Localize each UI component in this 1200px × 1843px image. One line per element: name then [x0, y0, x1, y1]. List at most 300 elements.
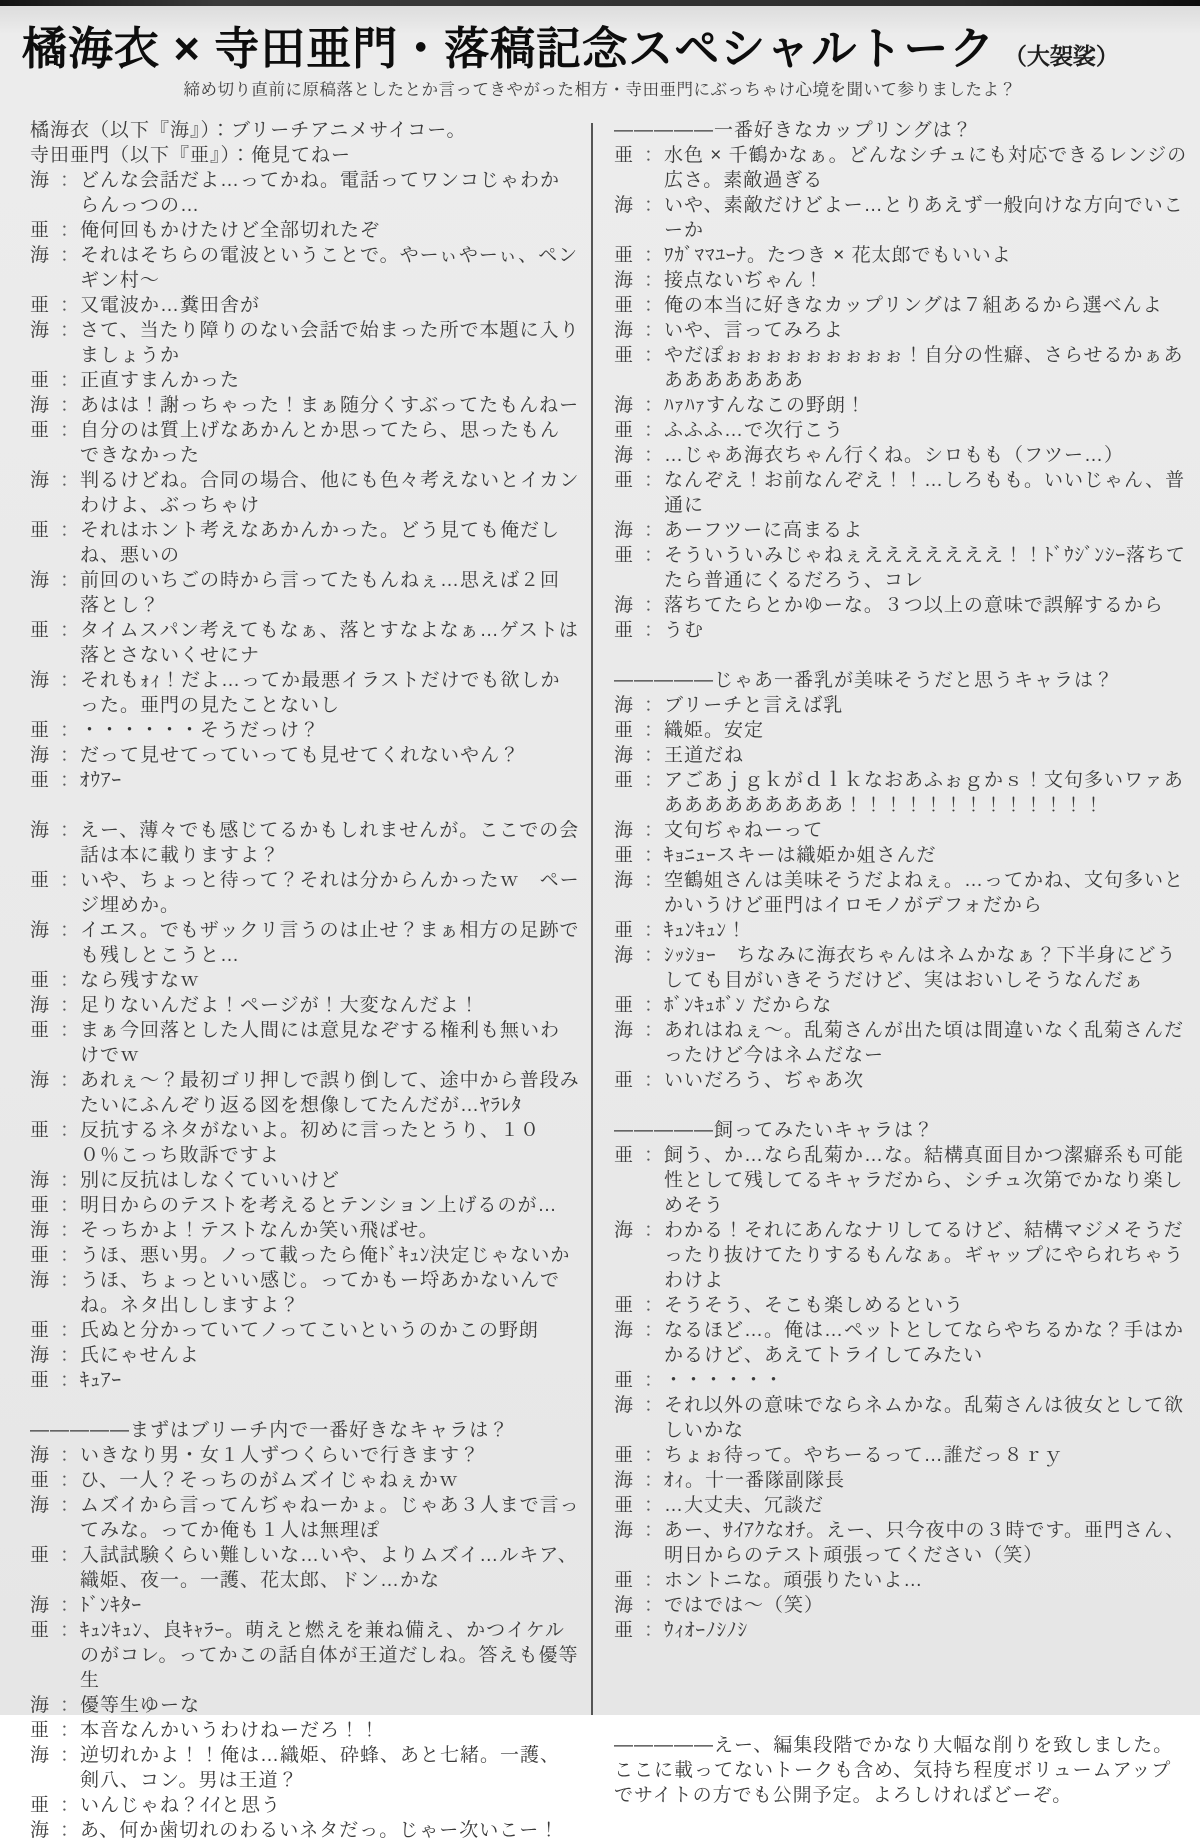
colon-separator: ：: [60, 870, 81, 891]
speaker-label: 亜: [614, 995, 635, 1016]
speaker-label: 海: [30, 1595, 51, 1616]
dialogue-text: ホントニな。頑張りたいよ…: [664, 1570, 924, 1591]
speaker-label: 海: [614, 1595, 635, 1616]
section-gap: [614, 1093, 1188, 1118]
speaker-label: 亜: [30, 295, 51, 316]
colon-separator: ：: [60, 395, 81, 416]
speaker-label: 亜: [614, 145, 635, 166]
colon-separator: ：: [644, 520, 665, 541]
question-text: ―――――じゃあ一番乳が美味そうだと思うキャラは？: [614, 670, 1115, 691]
speaker-label: 亜: [30, 870, 51, 891]
colon-separator: ：: [60, 1820, 81, 1841]
speaker-label: 海: [614, 820, 635, 841]
left-column: [30, 118, 580, 1843]
dialogue-line: [614, 1493, 1188, 1518]
section-gap: [30, 793, 580, 818]
colon-separator: ：: [60, 745, 81, 766]
dialogue-text: 正直すまんかった: [80, 370, 241, 391]
dialogue-line: [30, 968, 580, 993]
dialogue-text: ｷｮﾆｭｰスキーは織姫か姐さんだ: [664, 845, 937, 866]
dialogue-text: そっちかよ！テストなんか笑い飛ばせ。: [80, 1220, 439, 1241]
dialogue-text: 明日からのテストを考えるとテンション上げるのが…: [80, 1195, 558, 1216]
speaker-label: 亜: [614, 770, 635, 791]
dialogue-text: それもｫｨ！だよ…ってか最悪イラストだけでも欲しかった。亜門の見たことないし: [80, 670, 561, 716]
dialogue-line: [30, 1618, 580, 1693]
speaker-label: 亜: [614, 345, 635, 366]
speaker-label: 海: [614, 195, 635, 216]
dialogue-text: 自分のは質上げなあかんとか思ってたら、思ったもんできなかった: [80, 420, 561, 466]
dialogue-line: [30, 1318, 580, 1343]
speaker-label: 海: [614, 395, 635, 416]
speaker-label: 亜: [614, 620, 635, 641]
dialogue-line: [30, 868, 580, 918]
speaker-label: 亜: [30, 1195, 51, 1216]
colon-separator: ：: [644, 595, 665, 616]
dialogue-text: いいだろう、ぢゃあ次: [664, 1070, 865, 1091]
speaker-label: 亜: [614, 1620, 635, 1641]
speaker-label: 海: [614, 1220, 635, 1241]
dialogue-line: [30, 1468, 580, 1493]
dialogue-line: [614, 1068, 1188, 1093]
intro-line: [30, 143, 580, 168]
dialogue-text: 落ちてたらとかゆーな。３つ以上の意味で誤解するから: [664, 595, 1164, 616]
dialogue-text: ふふふ…で次行こう: [664, 420, 845, 441]
dialogue-text: 優等生ゆーな: [80, 1695, 201, 1716]
speaker-label: 亜: [30, 720, 51, 741]
colon-separator: ：: [60, 245, 81, 266]
speaker-label: 海: [614, 270, 635, 291]
colon-separator: ：: [60, 1170, 81, 1191]
colon-separator: ：: [60, 295, 81, 316]
dialogue-text: うむ: [664, 620, 705, 641]
dialogue-text: いや、言ってみろよ: [664, 320, 844, 341]
colon-separator: ：: [60, 320, 81, 341]
dialogue-line: [30, 318, 580, 368]
speaker-label: 亜: [30, 370, 51, 391]
dialogue-text: あーフツーに高まるよ: [664, 520, 864, 541]
dialogue-text: 判るけどね。合同の場合、他にも色々考えないとイカンわけよ、ぶっちゃけ: [80, 470, 580, 516]
colon-separator: ：: [60, 220, 81, 241]
dialogue-line: [614, 818, 1188, 843]
speaker-label: 海: [30, 995, 51, 1016]
colon-separator: ：: [644, 945, 665, 966]
colon-separator: ：: [60, 820, 81, 841]
dialogue-text: うほ、ちょっといい感じ。ってかもー埒あかないんでね。ネタ出ししますよ？: [80, 1270, 561, 1316]
dialogue-text: ちょぉ待って。やちーるって…誰だっ８ｒｙ: [664, 1445, 1064, 1466]
speaker-label: 亜: [30, 1245, 51, 1266]
section-question: [30, 1418, 580, 1443]
colon-separator: ：: [644, 295, 665, 316]
colon-separator: ：: [644, 1220, 665, 1241]
dialogue-line: [614, 843, 1188, 868]
speaker-label: 海: [30, 820, 51, 841]
dialogue-line: [614, 1218, 1188, 1293]
dialogue-text: ﾜｶﾞﾏﾏﾕｰﾅ。たつき × 花太郎でもいいよ: [664, 245, 1012, 266]
dialogue-line: [614, 1018, 1188, 1068]
speaker-label: 海: [30, 570, 51, 591]
dialogue-line: [614, 1393, 1188, 1443]
colon-separator: ：: [644, 1445, 665, 1466]
dialogue-line: [30, 393, 580, 418]
section-gap: [30, 1393, 580, 1418]
dialogue-line: [614, 918, 1188, 943]
dialogue-line: [614, 318, 1188, 343]
colon-separator: ：: [60, 1270, 81, 1291]
dialogue-line: [30, 1218, 580, 1243]
section-gap: [614, 1643, 1188, 1733]
dialogue-line: [614, 1443, 1188, 1468]
colon-separator: ：: [60, 1120, 81, 1141]
speaker-label: 海: [614, 520, 635, 541]
speaker-label: 海: [614, 745, 635, 766]
dialogue-line: [614, 718, 1188, 743]
colon-separator: ：: [644, 720, 665, 741]
colon-separator: ：: [644, 1070, 665, 1091]
dialogue-line: [614, 1143, 1188, 1218]
dialogue-text: ｷｭﾝｷｭﾝ！: [664, 920, 748, 941]
dialogue-text: あれはねぇ～。乱菊さんが出た頃は間違いなく乱菊さんだったけど今はネムだなー: [664, 1020, 1185, 1066]
intro-text: 寺田亜門（以下『亜』）：俺見てねー: [30, 145, 352, 166]
colon-separator: ：: [60, 470, 81, 491]
colon-separator: ：: [644, 1570, 665, 1591]
section-gap: [614, 643, 1188, 668]
speaker-label: 亜: [614, 1495, 635, 1516]
colon-separator: ：: [644, 620, 665, 641]
dialogue-text: ｷｭﾝｷｭﾝ、良ｷｬﾗｰ。萌えと燃えを兼ね備え、かつイケルのがコレ。ってかこの話自体が王道だしね。答えも優等生: [80, 1620, 579, 1691]
dialogue-line: [30, 618, 580, 668]
dialogue-text: …大丈夫、冗談だ: [664, 1495, 825, 1516]
dialogue-line: [614, 143, 1188, 193]
dialogue-line: [30, 993, 580, 1018]
dialogue-text: まぁ今回落とした人間には意見なぞする権利も無いわけでｗ: [80, 1020, 561, 1066]
colon-separator: ：: [60, 1620, 81, 1641]
speaker-label: 亜: [30, 220, 51, 241]
speaker-label: 海: [614, 1470, 635, 1491]
colon-separator: ：: [644, 420, 665, 441]
dialogue-text: ムズイから言ってんぢゃねーかょ。じゃあ３人まで言ってみな。ってか俺も１人は無理ぽ: [80, 1495, 580, 1541]
question-text: ―――――まずはブリーチ内で一番好きなキャラは？: [30, 1420, 510, 1441]
dialogue-text: あ、何か歯切れのわるいネタだっ。じゃー次いこー！: [80, 1820, 560, 1841]
dialogue-text: イエス。でもザックリ言うのは止せ？まぁ相方の足跡でも残しとこうと…: [80, 920, 580, 966]
dialogue-text: 本音なんかいうわけねーだろ！！: [80, 1720, 381, 1741]
dialogue-line: [30, 418, 580, 468]
colon-separator: ：: [60, 1545, 81, 1566]
speaker-label: 亜: [614, 545, 635, 566]
speaker-label: 亜: [30, 1795, 51, 1816]
dialogue-line: [30, 1168, 580, 1193]
dialogue-text: 織姫。安定: [664, 720, 765, 741]
colon-separator: ：: [644, 545, 665, 566]
dialogue-line: [30, 1693, 580, 1718]
speaker-label: 亜: [30, 1470, 51, 1491]
dialogue-text: だって見せてっていっても見せてくれないやん？: [80, 745, 521, 766]
dialogue-line: [614, 618, 1188, 643]
speaker-label: 亜: [614, 245, 635, 266]
dialogue-line: [30, 1743, 580, 1793]
dialogue-text: 氏ぬと分かっていてノってこいというのかこの野朗: [80, 1320, 539, 1341]
speaker-label: 海: [614, 695, 635, 716]
colon-separator: ：: [644, 395, 665, 416]
dialogue-text: タイムスパン考えてもなぁ、落とすなよなぁ…ゲストは落とさないくせにナ: [80, 620, 579, 666]
speaker-label: 海: [30, 320, 51, 341]
dialogue-line: [30, 1793, 580, 1818]
column-divider: [591, 123, 593, 1715]
dialogue-text: 飼う、か…なら乱菊か…な。結構真面目かつ潔癖系も可能性として残してるキャラだから、シチュ次第でかなり楽しめそう: [664, 1145, 1185, 1216]
colon-separator: ：: [60, 420, 81, 441]
speaker-label: 海: [30, 920, 51, 941]
dialogue-line: [614, 993, 1188, 1018]
dialogue-text: やだぽぉぉぉぉぉぉぉぉぉ！自分の性癖、さらせるかぁああああああああ: [664, 345, 1184, 391]
speaker-label: 海: [614, 595, 635, 616]
dialogue-text: いや、素敵だけどよー…とりあえず一般向けな方向でいこーか: [664, 195, 1184, 241]
dialogue-text: あー、ｻｲｱｸなｵﾁ。えー、只今夜中の３時です。亜門さん、明日からのテスト頑張ってください（笑）: [664, 1520, 1186, 1566]
dialogue-text: さて、当たり障りのない会話で始まった所で本題に入りましょうか: [80, 320, 580, 366]
colon-separator: ：: [644, 920, 665, 941]
speaker-label: 亜: [614, 1370, 635, 1391]
dialogue-line: [30, 918, 580, 968]
dialogue-line: [614, 943, 1188, 993]
speaker-label: 海: [614, 1020, 635, 1041]
dialogue-text: ｼｯｼｮｰ ちなみに海衣ちゃんはネムかなぁ？下半身にどうしても目がいきそうだけど、実はおいしそうなんだぁ: [664, 945, 1177, 991]
colon-separator: ：: [644, 1495, 665, 1516]
dialogue-text: うほ、悪い男。ノって載ったら俺ﾄﾞｷｭﾝ決定じゃないか: [80, 1245, 571, 1266]
dialogue-line: [30, 1193, 580, 1218]
dialogue-line: [614, 768, 1188, 818]
speaker-label: 亜: [614, 420, 635, 441]
title-row: [22, 12, 1184, 77]
colon-separator: ：: [644, 1320, 665, 1341]
colon-separator: ：: [60, 1445, 81, 1466]
dialogue-text: 又電波か…糞田舎が: [80, 295, 261, 316]
dialogue-line: [614, 1568, 1188, 1593]
colon-separator: ：: [644, 1595, 665, 1616]
dialogue-text: そうそう、そこも楽しめるという: [664, 1295, 965, 1316]
dialogue-text: ではでは～（笑）: [664, 1595, 825, 1616]
dialogue-line: [614, 268, 1188, 293]
speaker-label: 亜: [614, 720, 635, 741]
colon-separator: ：: [644, 695, 665, 716]
colon-separator: ：: [644, 1620, 665, 1641]
speaker-label: 亜: [30, 1020, 51, 1041]
dialogue-text: なんぞえ！お前なんぞえ！！…しろもも。いいじゃん、普通に: [664, 470, 1186, 516]
speaker-label: 海: [30, 1270, 51, 1291]
dialogue-line: [30, 1343, 580, 1368]
dialogue-line: [30, 1543, 580, 1593]
dialogue-line: [614, 1618, 1188, 1643]
dialogue-text: 氏にゃせんよ: [80, 1345, 200, 1366]
speaker-label: 海: [30, 670, 51, 691]
colon-separator: ：: [60, 1220, 81, 1241]
colon-separator: ：: [60, 1695, 81, 1716]
dialogue-line: [30, 468, 580, 518]
question-text: ―――――飼ってみたいキャラは？: [614, 1120, 935, 1141]
colon-separator: ：: [644, 145, 665, 166]
dialogue-line: [30, 818, 580, 868]
dialogue-line: [614, 1593, 1188, 1618]
dialogue-line: [30, 243, 580, 293]
dialogue-text: ｳｨｵｰﾉｼﾉｼ: [664, 1620, 749, 1641]
dialogue-text: いんじゃね？ｲｲと思う: [80, 1795, 282, 1816]
speaker-label: 海: [30, 395, 51, 416]
dialogue-text: ひ、一人？そっちのがムズイじゃねぇかｗ: [80, 1470, 459, 1491]
colon-separator: ：: [644, 1370, 665, 1391]
dialogue-text: どんな会話だよ…ってかね。電話ってワンコじゃわからんっつの…: [80, 170, 561, 216]
dialogue-text: アごあｊｇｋがｄｌｋなおあふぉｇかｓ！文句多いワァああああああああああ！！！！！！！！！！！！！: [664, 770, 1184, 816]
colon-separator: ：: [644, 470, 665, 491]
dialogue-text: そういういみじゃねぇえええええええ！！ﾄﾞｳｼﾞﾝｼｰ落ちてたら普通にくるだろう、コレ: [664, 545, 1186, 591]
dialogue-text: それはホント考えなあかんかった。どう見ても俺だしね、悪いの: [80, 520, 561, 566]
colon-separator: ：: [60, 770, 81, 791]
dialogue-line: [30, 1068, 580, 1118]
colon-separator: ：: [60, 1070, 81, 1091]
speaker-label: 亜: [614, 1445, 635, 1466]
dialogue-text: なら残すなｗ: [80, 970, 201, 991]
dialogue-text: 俺何回もかけたけど全部切れたぞ: [80, 220, 381, 241]
colon-separator: ：: [644, 1470, 665, 1491]
dialogue-line: [614, 518, 1188, 543]
colon-separator: ：: [60, 970, 81, 991]
colon-separator: ：: [60, 170, 81, 191]
colon-separator: ：: [644, 345, 665, 366]
intro-line: [30, 118, 580, 143]
dialogue-line: [30, 1118, 580, 1168]
colon-separator: ：: [60, 1195, 81, 1216]
speaker-label: 海: [30, 1745, 51, 1766]
colon-separator: ：: [644, 995, 665, 1016]
dialogue-text: 接点ないぢゃん！: [664, 270, 825, 291]
colon-separator: ：: [644, 270, 665, 291]
dialogue-line: [30, 1243, 580, 1268]
colon-separator: ：: [644, 1520, 665, 1541]
colon-separator: ：: [644, 770, 665, 791]
dialogue-text: …じゃあ海衣ちゃん行くね。シロもも（フツー…）: [664, 445, 1125, 466]
colon-separator: ：: [644, 445, 665, 466]
dialogue-line: [614, 1518, 1188, 1568]
dialogue-line: [30, 368, 580, 393]
speaker-label: 海: [30, 1695, 51, 1716]
dialogue-text: いきなり男・女１人ずつくらいで行きます？: [80, 1445, 481, 1466]
dialogue-line: [30, 743, 580, 768]
speaker-label: 海: [30, 1070, 51, 1091]
dialogue-text: 逆切れかよ！！俺は…織姫、砕蜂、あと七緒。一護、剣八、コン。男は王道？: [80, 1745, 561, 1791]
dialogue-line: [614, 243, 1188, 268]
colon-separator: ：: [644, 1145, 665, 1166]
dialogue-line: [30, 1443, 580, 1468]
subtitle: 締め切り直前に原稿落としたとか言ってきやがった相方・寺田亜門にぶっちゃけ心境を聞いて参りましたよ？: [183, 81, 1017, 99]
colon-separator: ：: [60, 920, 81, 941]
dialogue-line: [614, 743, 1188, 768]
dialogue-line: [30, 218, 580, 243]
dialogue-text: ｵｨ。十一番隊副隊長: [664, 1470, 846, 1491]
dialogue-line: [614, 393, 1188, 418]
dialogue-line: [614, 1293, 1188, 1318]
dialogue-line: [30, 1268, 580, 1318]
colon-separator: ：: [644, 195, 665, 216]
speaker-label: 亜: [30, 1545, 51, 1566]
speaker-label: 亜: [614, 1145, 635, 1166]
question-text: ―――――一番好きなカップリングは？: [614, 120, 973, 141]
colon-separator: ：: [644, 820, 665, 841]
speaker-label: 亜: [614, 470, 635, 491]
dialogue-text: 空鶴姐さんは美味そうだよねぇ。…ってかね、文句多いとかいうけど亜門はイロモノがデフォだから: [664, 870, 1185, 916]
dialogue-text: 反抗するネタがないよ。初めに言ったとうり、１００％こっち敗訴ですよ: [80, 1120, 541, 1166]
dialogue-line: [614, 1368, 1188, 1393]
speaker-label: 亜: [30, 1320, 51, 1341]
intro-text: 橘海衣（以下『海』）：ブリーチアニメサイコー。: [30, 120, 467, 141]
dialogue-line: [614, 468, 1188, 518]
speaker-label: 亜: [30, 520, 51, 541]
colon-separator: ：: [60, 1745, 81, 1766]
dialogue-line: [614, 193, 1188, 243]
dialogue-line: [614, 443, 1188, 468]
right-column: [614, 118, 1188, 1808]
dialogue-text: 水色 × 千鶴かなぁ。どんなシチュにも対応できるレンジの広さ。素敵過ぎる: [664, 145, 1188, 191]
speaker-label: 海: [614, 445, 635, 466]
dialogue-text: 俺の本当に好きなカップリングは７組あるから選べんよ: [664, 295, 1163, 316]
speaker-label: 海: [614, 870, 635, 891]
speaker-label: 海: [30, 1495, 51, 1516]
page-title: 橘海衣 × 寺田亜門・落稿記念スペシャルトーク: [22, 23, 996, 74]
dialogue-text: ・・・・・・: [664, 1370, 785, 1391]
speaker-label: 亜: [30, 620, 51, 641]
speaker-label: 海: [30, 1820, 51, 1841]
dialogue-text: それ以外の意味でならネムかな。乱菊さんは彼女として欲しいかな: [664, 1395, 1185, 1441]
dialogue-line: [30, 568, 580, 618]
section-question: [614, 118, 1188, 143]
speaker-label: 亜: [614, 295, 635, 316]
speaker-label: 海: [30, 1170, 51, 1191]
colon-separator: ：: [644, 1020, 665, 1041]
speaker-label: 海: [30, 1445, 51, 1466]
colon-separator: ：: [644, 1295, 665, 1316]
speaker-label: 海: [30, 1345, 51, 1366]
dialogue-text: あれぇ～？最初ゴリ押しで誤り倒して、途中から普段みたいにふんぞり返る図を想像してたんだが…ﾔﾗﾚﾀ: [80, 1070, 580, 1116]
speaker-label: 亜: [30, 770, 51, 791]
colon-separator: ：: [60, 1245, 81, 1266]
dialogue-text: 別に反抗はしなくていいけど: [80, 1170, 341, 1191]
dialogue-line: [614, 868, 1188, 918]
speaker-label: 海: [30, 1220, 51, 1241]
dialogue-text: えー、薄々でも感じてるかもしれませんが。ここでの会話は本に載りますよ？: [80, 820, 580, 866]
dialogue-line: [614, 543, 1188, 593]
dialogue-text: それはそちらの電波ということで。やーぃやーぃ、ペンギン村～: [80, 245, 579, 291]
dialogue-line: [614, 293, 1188, 318]
colon-separator: ：: [60, 1595, 81, 1616]
colon-separator: ：: [60, 995, 81, 1016]
colon-separator: ：: [644, 245, 665, 266]
speaker-label: 海: [30, 245, 51, 266]
colon-separator: ：: [60, 1370, 81, 1391]
colon-separator: ：: [60, 1495, 81, 1516]
speaker-label: 亜: [30, 1370, 51, 1391]
dialogue-line: [614, 418, 1188, 443]
dialogue-line: [30, 668, 580, 718]
speaker-label: 海: [614, 1395, 635, 1416]
speaker-label: 海: [30, 470, 51, 491]
dialogue-text: あはは！謝っちゃった！まぁ随分くすぶってたもんねー: [80, 395, 580, 416]
colon-separator: ：: [644, 845, 665, 866]
dialogue-line: [30, 1493, 580, 1543]
dialogue-line: [614, 693, 1188, 718]
dialogue-line: [30, 1593, 580, 1618]
dialogue-text: ブリーチと言えば乳: [664, 695, 844, 716]
dialogue-line: [614, 593, 1188, 618]
colon-separator: ：: [644, 870, 665, 891]
speaker-label: 海: [30, 745, 51, 766]
colon-separator: ：: [60, 1470, 81, 1491]
speaker-label: 亜: [30, 420, 51, 441]
dialogue-line: [30, 1368, 580, 1393]
